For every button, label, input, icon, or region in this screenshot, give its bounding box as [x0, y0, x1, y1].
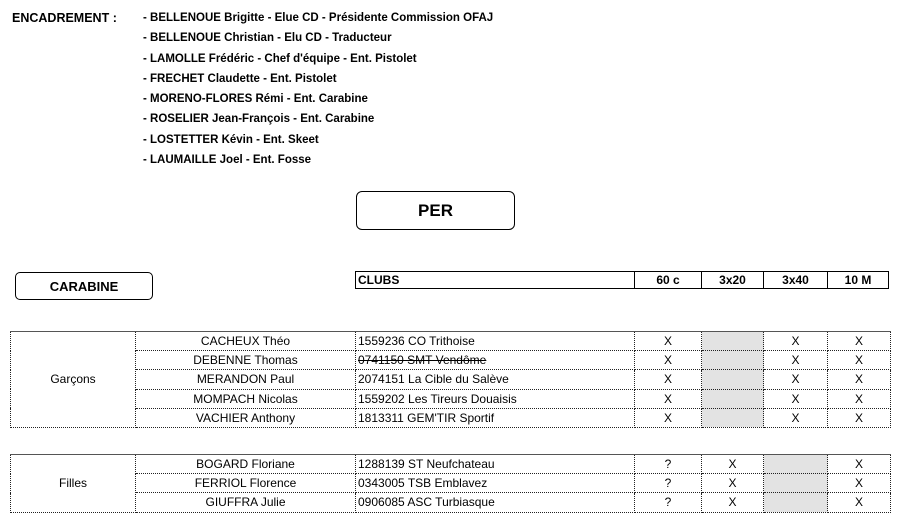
table-row — [11, 408, 891, 427]
athlete-name: MERANDON Paul — [136, 370, 356, 389]
athlete-name: FERRIOL Florence — [136, 474, 356, 493]
athlete-club — [356, 370, 635, 389]
athlete-club — [356, 351, 635, 370]
filles-table — [10, 454, 891, 513]
athlete-club — [356, 493, 635, 512]
clubs-column-header: CLUBS — [355, 271, 635, 289]
event-mark-c3x40 — [764, 455, 828, 474]
event-mark-c3x40: X — [764, 370, 828, 389]
event-mark-c60: ? — [635, 455, 702, 474]
event-mark-c60: ? — [635, 493, 702, 512]
staff-member: - LAMOLLE Frédéric - Chef d'équipe - Ent. Pistolet — [143, 52, 417, 65]
table-row — [11, 455, 891, 474]
staff-member: - FRECHET Claudette - Ent. Pistolet — [143, 72, 337, 85]
event-mark-c60: X — [635, 351, 702, 370]
athlete-name: BOGARD Floriane — [136, 455, 356, 474]
athlete-name: VACHIER Anthony — [136, 408, 356, 427]
table-row — [11, 474, 891, 493]
event-mark-c3x20 — [702, 389, 764, 408]
3x40-column-header: 3x40 — [763, 271, 828, 289]
staff-member: - MORENO-FLORES Rémi - Ent. Carabine — [143, 93, 368, 106]
event-mark-c60: X — [635, 332, 702, 351]
athlete-name: MOMPACH Nicolas — [136, 389, 356, 408]
event-mark-c3x20: X — [702, 493, 764, 512]
athlete-club — [356, 455, 635, 474]
group-label: Filles — [11, 455, 136, 513]
table-row — [11, 389, 891, 408]
per-section-title: PER — [356, 191, 515, 230]
group-label: Garçons — [11, 332, 136, 428]
athlete-name: DEBENNE Thomas — [136, 351, 356, 370]
club-text: 1813311 GEM'TIR Sportif — [358, 410, 495, 425]
event-mark-c10m: X — [828, 389, 891, 408]
staff-member: - ROSELIER Jean-François - Ent. Carabine — [143, 113, 375, 126]
event-mark-c10m: X — [828, 370, 891, 389]
staff-member: - BELLENOUE Christian - Elu CD - Traducteur — [143, 32, 392, 45]
staff-member: - LAUMAILLE Joel - Ent. Fosse — [143, 154, 312, 167]
garcons-group — [10, 331, 890, 428]
event-mark-c10m: X — [828, 332, 891, 351]
athlete-club — [356, 474, 635, 493]
event-mark-c3x40: X — [764, 408, 828, 427]
athlete-club — [356, 332, 635, 351]
event-mark-c3x40 — [764, 474, 828, 493]
event-mark-c10m: X — [828, 351, 891, 370]
event-mark-c3x20 — [702, 332, 764, 351]
event-mark-c10m: X — [828, 493, 891, 512]
club-text: 1559202 Les Tireurs Douaisis — [358, 391, 517, 406]
event-mark-c10m: X — [828, 455, 891, 474]
table-row — [11, 332, 891, 351]
athlete-club — [356, 389, 635, 408]
staff-member: - BELLENOUE Brigitte - Elue CD - Présidente Commission OFAJ — [143, 12, 494, 24]
event-mark-c3x20: X — [702, 455, 764, 474]
event-mark-c10m: X — [828, 408, 891, 427]
event-mark-c3x40: X — [764, 351, 828, 370]
club-text: 0343005 TSB Emblavez — [358, 476, 488, 491]
club-text: 1559236 CO Trithoise — [358, 334, 475, 349]
athlete-name: CACHEUX Théo — [136, 332, 356, 351]
60c-column-header: 60 c — [634, 271, 702, 289]
event-mark-c3x20 — [702, 408, 764, 427]
table-row — [11, 370, 891, 389]
encadrement-title: ENCADREMENT : — [12, 11, 117, 25]
athlete-club — [356, 408, 635, 427]
club-text: 0741150 SMT Vendôme — [358, 353, 487, 368]
event-mark-c3x20: X — [702, 474, 764, 493]
3x20-column-header: 3x20 — [701, 271, 764, 289]
event-mark-c3x40: X — [764, 332, 828, 351]
table-row — [11, 351, 891, 370]
club-text: 1288139 ST Neufchateau — [358, 457, 495, 472]
filles-group — [10, 454, 890, 513]
event-mark-c60: X — [635, 370, 702, 389]
event-mark-c10m: X — [828, 474, 891, 493]
event-mark-c60: ? — [635, 474, 702, 493]
event-mark-c3x20 — [702, 351, 764, 370]
carabine-discipline-label: CARABINE — [15, 272, 153, 300]
event-mark-c60: X — [635, 389, 702, 408]
event-mark-c60: X — [635, 408, 702, 427]
athlete-name: GIUFFRA Julie — [136, 493, 356, 512]
event-mark-c3x40 — [764, 493, 828, 512]
garcons-table — [10, 331, 891, 428]
staff-list — [143, 11, 493, 173]
10m-column-header: 10 M — [827, 271, 889, 289]
table-row — [11, 493, 891, 512]
club-text: 0906085 ASC Turbiasque — [358, 495, 495, 510]
event-mark-c3x20 — [702, 370, 764, 389]
club-text: 2074151 La Cible du Salève — [358, 372, 509, 387]
event-mark-c3x40: X — [764, 389, 828, 408]
staff-member: - LOSTETTER Kévin - Ent. Skeet — [143, 133, 319, 146]
